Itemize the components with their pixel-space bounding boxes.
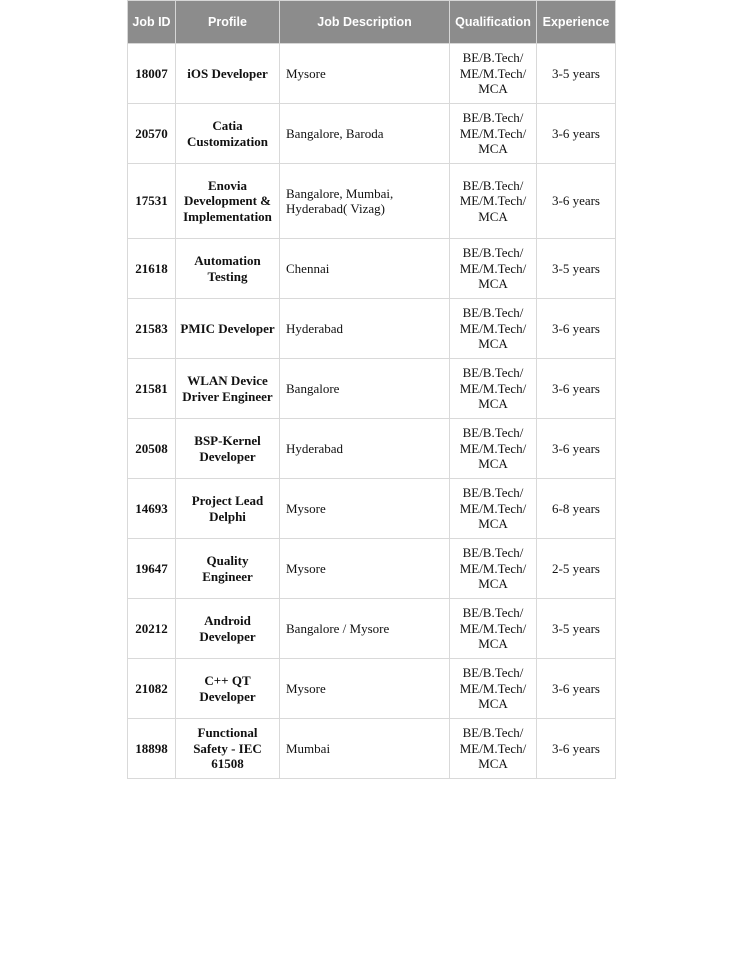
table-row <box>128 104 616 164</box>
qualification-cell: BE/B.Tech/ ME/M.Tech/ MCA <box>450 164 537 239</box>
profile-cell: BSP-Kernel Developer <box>176 419 280 479</box>
table-row <box>128 479 616 539</box>
job-id-cell: 21618 <box>128 239 176 299</box>
experience-cell: 3-6 years <box>537 299 616 359</box>
experience-cell: 2-5 years <box>537 539 616 599</box>
table-row <box>128 539 616 599</box>
experience-cell: 3-6 years <box>537 719 616 779</box>
table-row <box>128 239 616 299</box>
table-row <box>128 44 616 104</box>
header-row <box>128 1 616 44</box>
job-description-cell: Mumbai <box>280 719 450 779</box>
profile-cell: Functional Safety - IEC 61508 <box>176 719 280 779</box>
profile-cell: Quality Engineer <box>176 539 280 599</box>
experience-cell: 3-6 years <box>537 659 616 719</box>
profile-cell: Project Lead Delphi <box>176 479 280 539</box>
table-body <box>128 44 616 779</box>
profile-cell: Enovia Development & Implementation <box>176 164 280 239</box>
experience-cell: 3-5 years <box>537 239 616 299</box>
header-job-description: Job Description <box>280 1 450 44</box>
job-id-cell: 21082 <box>128 659 176 719</box>
qualification-cell: BE/B.Tech/ ME/M.Tech/ MCA <box>450 659 537 719</box>
job-description-cell: Mysore <box>280 539 450 599</box>
job-id-cell: 17531 <box>128 164 176 239</box>
job-id-cell: 21583 <box>128 299 176 359</box>
profile-cell: Automation Testing <box>176 239 280 299</box>
job-id-cell: 18898 <box>128 719 176 779</box>
header-job-id: Job ID <box>128 1 176 44</box>
qualification-cell: BE/B.Tech/ ME/M.Tech/ MCA <box>450 539 537 599</box>
profile-cell: Android Developer <box>176 599 280 659</box>
job-id-cell: 18007 <box>128 44 176 104</box>
job-description-cell: Mysore <box>280 479 450 539</box>
table-row <box>128 359 616 419</box>
job-id-cell: 19647 <box>128 539 176 599</box>
job-description-cell: Hyderabad <box>280 419 450 479</box>
job-id-cell: 14693 <box>128 479 176 539</box>
header-profile: Profile <box>176 1 280 44</box>
profile-cell: WLAN Device Driver Engineer <box>176 359 280 419</box>
qualification-cell: BE/B.Tech/ ME/M.Tech/ MCA <box>450 719 537 779</box>
experience-cell: 3-6 years <box>537 104 616 164</box>
table-row <box>128 659 616 719</box>
qualification-cell: BE/B.Tech/ ME/M.Tech/ MCA <box>450 479 537 539</box>
header-experience: Experience <box>537 1 616 44</box>
qualification-cell: BE/B.Tech/ ME/M.Tech/ MCA <box>450 44 537 104</box>
profile-cell: Catia Customization <box>176 104 280 164</box>
qualification-cell: BE/B.Tech/ ME/M.Tech/ MCA <box>450 359 537 419</box>
profile-cell: iOS Developer <box>176 44 280 104</box>
experience-cell: 6-8 years <box>537 479 616 539</box>
qualification-cell: BE/B.Tech/ ME/M.Tech/ MCA <box>450 419 537 479</box>
experience-cell: 3-5 years <box>537 599 616 659</box>
job-description-cell: Bangalore <box>280 359 450 419</box>
qualification-cell: BE/B.Tech/ ME/M.Tech/ MCA <box>450 299 537 359</box>
experience-cell: 3-5 years <box>537 44 616 104</box>
table-row <box>128 164 616 239</box>
job-description-cell: Bangalore, Mumbai, Hyderabad( Vizag) <box>280 164 450 239</box>
job-description-cell: Chennai <box>280 239 450 299</box>
table-row <box>128 719 616 779</box>
job-openings-table <box>127 0 616 779</box>
job-id-cell: 20508 <box>128 419 176 479</box>
job-id-cell: 21581 <box>128 359 176 419</box>
job-id-cell: 20212 <box>128 599 176 659</box>
table-header <box>128 1 616 44</box>
job-description-cell: Mysore <box>280 659 450 719</box>
table-row <box>128 419 616 479</box>
experience-cell: 3-6 years <box>537 164 616 239</box>
table-row <box>128 599 616 659</box>
job-id-cell: 20570 <box>128 104 176 164</box>
job-description-cell: Mysore <box>280 44 450 104</box>
profile-cell: C++ QT Developer <box>176 659 280 719</box>
experience-cell: 3-6 years <box>537 419 616 479</box>
profile-cell: PMIC Developer <box>176 299 280 359</box>
job-description-cell: Bangalore, Baroda <box>280 104 450 164</box>
qualification-cell: BE/B.Tech/ ME/M.Tech/ MCA <box>450 104 537 164</box>
job-description-cell: Hyderabad <box>280 299 450 359</box>
job-description-cell: Bangalore / Mysore <box>280 599 450 659</box>
header-qualification: Qualification <box>450 1 537 44</box>
qualification-cell: BE/B.Tech/ ME/M.Tech/ MCA <box>450 239 537 299</box>
table-row <box>128 299 616 359</box>
experience-cell: 3-6 years <box>537 359 616 419</box>
qualification-cell: BE/B.Tech/ ME/M.Tech/ MCA <box>450 599 537 659</box>
